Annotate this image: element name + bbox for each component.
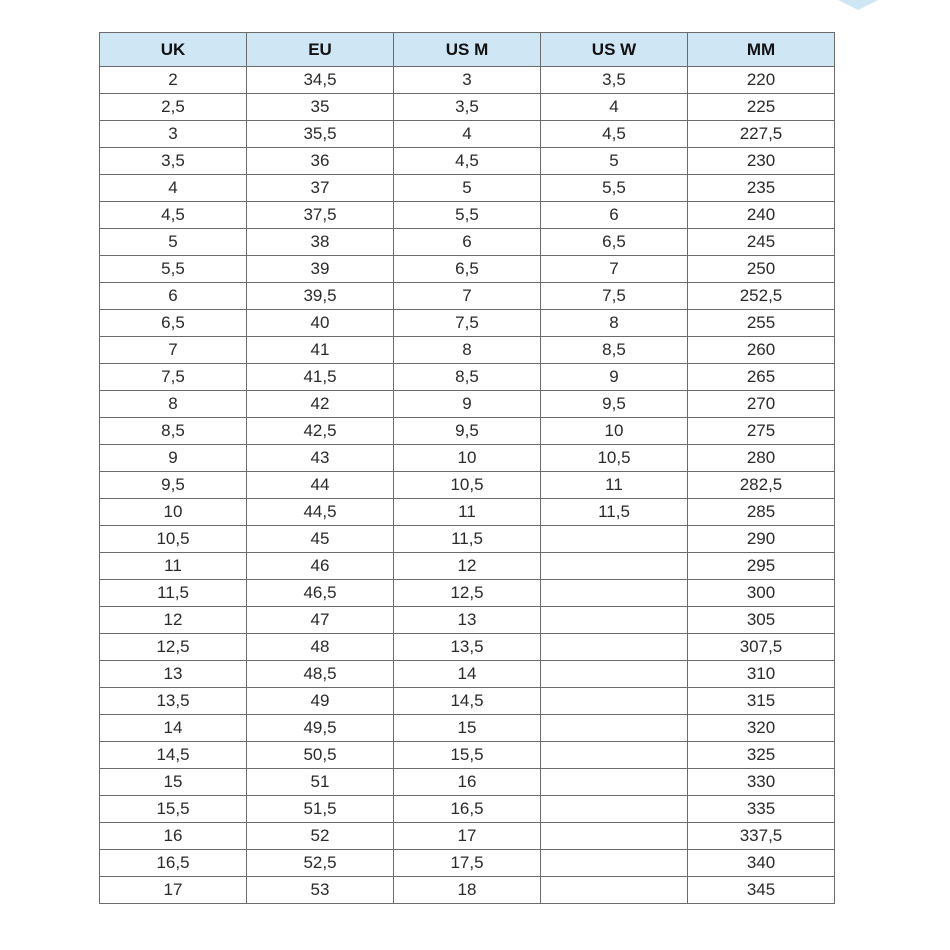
cell-uk: 9 bbox=[100, 445, 247, 472]
cell-us-w: 9 bbox=[541, 364, 688, 391]
cell-us-m: 12 bbox=[394, 553, 541, 580]
cell-mm: 285 bbox=[688, 499, 835, 526]
cell-uk: 16 bbox=[100, 823, 247, 850]
cell-eu: 51 bbox=[247, 769, 394, 796]
cell-eu: 43 bbox=[247, 445, 394, 472]
cell-uk: 6,5 bbox=[100, 310, 247, 337]
cell-us-m: 17 bbox=[394, 823, 541, 850]
cell-us-m: 7 bbox=[394, 283, 541, 310]
table-row bbox=[100, 580, 835, 607]
cell-uk: 6 bbox=[100, 283, 247, 310]
cell-mm: 260 bbox=[688, 337, 835, 364]
table-row bbox=[100, 121, 835, 148]
header-us-m: US M bbox=[394, 33, 541, 67]
cell-us-m: 9,5 bbox=[394, 418, 541, 445]
cell-us-w bbox=[541, 688, 688, 715]
header-row bbox=[100, 33, 835, 67]
table-header bbox=[100, 33, 835, 67]
cell-eu: 39 bbox=[247, 256, 394, 283]
cell-uk: 2 bbox=[100, 67, 247, 94]
cell-us-w: 8,5 bbox=[541, 337, 688, 364]
cell-eu: 39,5 bbox=[247, 283, 394, 310]
cell-uk: 11,5 bbox=[100, 580, 247, 607]
table-row bbox=[100, 391, 835, 418]
cell-uk: 17 bbox=[100, 877, 247, 904]
cell-us-m: 14 bbox=[394, 661, 541, 688]
cell-eu: 46,5 bbox=[247, 580, 394, 607]
cell-mm: 235 bbox=[688, 175, 835, 202]
cell-us-m: 5,5 bbox=[394, 202, 541, 229]
cell-us-m: 11 bbox=[394, 499, 541, 526]
cell-uk: 9,5 bbox=[100, 472, 247, 499]
cell-uk: 11 bbox=[100, 553, 247, 580]
cell-mm: 252,5 bbox=[688, 283, 835, 310]
table-row bbox=[100, 769, 835, 796]
cell-eu: 35,5 bbox=[247, 121, 394, 148]
cell-eu: 38 bbox=[247, 229, 394, 256]
cell-eu: 34,5 bbox=[247, 67, 394, 94]
cell-us-w: 11 bbox=[541, 472, 688, 499]
corner-decoration bbox=[838, 0, 878, 10]
cell-eu: 42 bbox=[247, 391, 394, 418]
cell-us-m: 8 bbox=[394, 337, 541, 364]
table-row bbox=[100, 310, 835, 337]
cell-uk: 5 bbox=[100, 229, 247, 256]
cell-eu: 35 bbox=[247, 94, 394, 121]
cell-eu: 51,5 bbox=[247, 796, 394, 823]
cell-us-w bbox=[541, 850, 688, 877]
header-us-w: US W bbox=[541, 33, 688, 67]
cell-mm: 325 bbox=[688, 742, 835, 769]
cell-mm: 337,5 bbox=[688, 823, 835, 850]
cell-us-m: 8,5 bbox=[394, 364, 541, 391]
cell-us-m: 5 bbox=[394, 175, 541, 202]
cell-us-m: 13,5 bbox=[394, 634, 541, 661]
cell-us-m: 14,5 bbox=[394, 688, 541, 715]
cell-eu: 52,5 bbox=[247, 850, 394, 877]
cell-us-m: 15 bbox=[394, 715, 541, 742]
cell-mm: 320 bbox=[688, 715, 835, 742]
cell-us-m: 12,5 bbox=[394, 580, 541, 607]
table-row bbox=[100, 499, 835, 526]
cell-us-w bbox=[541, 715, 688, 742]
cell-uk: 4,5 bbox=[100, 202, 247, 229]
table-row bbox=[100, 688, 835, 715]
cell-us-m: 10,5 bbox=[394, 472, 541, 499]
table-row bbox=[100, 94, 835, 121]
cell-mm: 245 bbox=[688, 229, 835, 256]
table-body bbox=[100, 67, 835, 904]
cell-mm: 255 bbox=[688, 310, 835, 337]
cell-us-w: 9,5 bbox=[541, 391, 688, 418]
cell-us-w: 7 bbox=[541, 256, 688, 283]
table-row bbox=[100, 148, 835, 175]
cell-us-m: 4,5 bbox=[394, 148, 541, 175]
table-row bbox=[100, 823, 835, 850]
cell-mm: 225 bbox=[688, 94, 835, 121]
cell-mm: 270 bbox=[688, 391, 835, 418]
cell-us-w: 3,5 bbox=[541, 67, 688, 94]
cell-us-w: 6 bbox=[541, 202, 688, 229]
cell-uk: 13 bbox=[100, 661, 247, 688]
cell-eu: 52 bbox=[247, 823, 394, 850]
cell-us-w bbox=[541, 526, 688, 553]
cell-uk: 16,5 bbox=[100, 850, 247, 877]
cell-mm: 230 bbox=[688, 148, 835, 175]
cell-uk: 5,5 bbox=[100, 256, 247, 283]
cell-mm: 220 bbox=[688, 67, 835, 94]
cell-eu: 37 bbox=[247, 175, 394, 202]
cell-eu: 45 bbox=[247, 526, 394, 553]
cell-us-m: 6 bbox=[394, 229, 541, 256]
cell-us-w: 4 bbox=[541, 94, 688, 121]
cell-uk: 8,5 bbox=[100, 418, 247, 445]
cell-eu: 49 bbox=[247, 688, 394, 715]
table-row bbox=[100, 661, 835, 688]
cell-us-m: 3 bbox=[394, 67, 541, 94]
cell-eu: 41 bbox=[247, 337, 394, 364]
cell-eu: 40 bbox=[247, 310, 394, 337]
table-row bbox=[100, 418, 835, 445]
cell-us-m: 4 bbox=[394, 121, 541, 148]
cell-us-w bbox=[541, 634, 688, 661]
cell-mm: 310 bbox=[688, 661, 835, 688]
cell-mm: 290 bbox=[688, 526, 835, 553]
cell-us-m: 7,5 bbox=[394, 310, 541, 337]
cell-eu: 48,5 bbox=[247, 661, 394, 688]
cell-mm: 335 bbox=[688, 796, 835, 823]
table-row bbox=[100, 553, 835, 580]
table-row bbox=[100, 337, 835, 364]
cell-uk: 7,5 bbox=[100, 364, 247, 391]
table-row bbox=[100, 256, 835, 283]
cell-us-m: 6,5 bbox=[394, 256, 541, 283]
cell-uk: 10 bbox=[100, 499, 247, 526]
cell-eu: 42,5 bbox=[247, 418, 394, 445]
cell-us-w: 11,5 bbox=[541, 499, 688, 526]
cell-us-w bbox=[541, 769, 688, 796]
cell-mm: 307,5 bbox=[688, 634, 835, 661]
cell-us-w: 8 bbox=[541, 310, 688, 337]
cell-us-m: 18 bbox=[394, 877, 541, 904]
cell-mm: 345 bbox=[688, 877, 835, 904]
table-row bbox=[100, 229, 835, 256]
cell-mm: 295 bbox=[688, 553, 835, 580]
cell-us-m: 15,5 bbox=[394, 742, 541, 769]
cell-us-w bbox=[541, 607, 688, 634]
cell-us-w: 10,5 bbox=[541, 445, 688, 472]
cell-mm: 265 bbox=[688, 364, 835, 391]
header-eu: EU bbox=[247, 33, 394, 67]
table-row bbox=[100, 607, 835, 634]
cell-mm: 280 bbox=[688, 445, 835, 472]
cell-eu: 41,5 bbox=[247, 364, 394, 391]
cell-eu: 44 bbox=[247, 472, 394, 499]
cell-mm: 300 bbox=[688, 580, 835, 607]
cell-us-w bbox=[541, 661, 688, 688]
cell-us-w bbox=[541, 823, 688, 850]
cell-uk: 7 bbox=[100, 337, 247, 364]
table-row bbox=[100, 472, 835, 499]
table-row bbox=[100, 715, 835, 742]
cell-uk: 15 bbox=[100, 769, 247, 796]
table-row bbox=[100, 175, 835, 202]
cell-uk: 4 bbox=[100, 175, 247, 202]
cell-us-m: 16,5 bbox=[394, 796, 541, 823]
cell-mm: 282,5 bbox=[688, 472, 835, 499]
cell-us-m: 3,5 bbox=[394, 94, 541, 121]
cell-eu: 49,5 bbox=[247, 715, 394, 742]
cell-eu: 48 bbox=[247, 634, 394, 661]
cell-uk: 3 bbox=[100, 121, 247, 148]
cell-us-m: 16 bbox=[394, 769, 541, 796]
cell-uk: 2,5 bbox=[100, 94, 247, 121]
cell-uk: 3,5 bbox=[100, 148, 247, 175]
table-row bbox=[100, 796, 835, 823]
cell-us-m: 9 bbox=[394, 391, 541, 418]
cell-eu: 47 bbox=[247, 607, 394, 634]
table-row bbox=[100, 634, 835, 661]
table-row bbox=[100, 850, 835, 877]
table-row bbox=[100, 202, 835, 229]
size-conversion-table bbox=[99, 32, 835, 904]
cell-eu: 44,5 bbox=[247, 499, 394, 526]
header-mm: MM bbox=[688, 33, 835, 67]
cell-mm: 227,5 bbox=[688, 121, 835, 148]
cell-uk: 13,5 bbox=[100, 688, 247, 715]
cell-mm: 330 bbox=[688, 769, 835, 796]
cell-mm: 250 bbox=[688, 256, 835, 283]
cell-mm: 340 bbox=[688, 850, 835, 877]
cell-us-w: 10 bbox=[541, 418, 688, 445]
table-row bbox=[100, 526, 835, 553]
cell-us-m: 13 bbox=[394, 607, 541, 634]
table-row bbox=[100, 877, 835, 904]
cell-us-w bbox=[541, 580, 688, 607]
cell-uk: 12,5 bbox=[100, 634, 247, 661]
cell-uk: 12 bbox=[100, 607, 247, 634]
cell-us-w: 5,5 bbox=[541, 175, 688, 202]
header-uk: UK bbox=[100, 33, 247, 67]
cell-mm: 305 bbox=[688, 607, 835, 634]
cell-us-w: 5 bbox=[541, 148, 688, 175]
cell-uk: 8 bbox=[100, 391, 247, 418]
cell-mm: 240 bbox=[688, 202, 835, 229]
cell-uk: 14,5 bbox=[100, 742, 247, 769]
cell-eu: 50,5 bbox=[247, 742, 394, 769]
table-row bbox=[100, 67, 835, 94]
cell-us-m: 10 bbox=[394, 445, 541, 472]
cell-us-w bbox=[541, 553, 688, 580]
cell-mm: 315 bbox=[688, 688, 835, 715]
cell-us-w: 7,5 bbox=[541, 283, 688, 310]
cell-us-w: 6,5 bbox=[541, 229, 688, 256]
cell-us-w bbox=[541, 796, 688, 823]
corner-decoration-shape bbox=[838, 0, 878, 10]
cell-us-m: 11,5 bbox=[394, 526, 541, 553]
cell-eu: 37,5 bbox=[247, 202, 394, 229]
table-row bbox=[100, 283, 835, 310]
cell-eu: 36 bbox=[247, 148, 394, 175]
cell-us-m: 17,5 bbox=[394, 850, 541, 877]
table-row bbox=[100, 445, 835, 472]
table-row bbox=[100, 742, 835, 769]
cell-us-w: 4,5 bbox=[541, 121, 688, 148]
cell-us-w bbox=[541, 742, 688, 769]
cell-uk: 14 bbox=[100, 715, 247, 742]
cell-uk: 15,5 bbox=[100, 796, 247, 823]
cell-us-w bbox=[541, 877, 688, 904]
table-row bbox=[100, 364, 835, 391]
cell-eu: 53 bbox=[247, 877, 394, 904]
cell-eu: 46 bbox=[247, 553, 394, 580]
cell-mm: 275 bbox=[688, 418, 835, 445]
cell-uk: 10,5 bbox=[100, 526, 247, 553]
